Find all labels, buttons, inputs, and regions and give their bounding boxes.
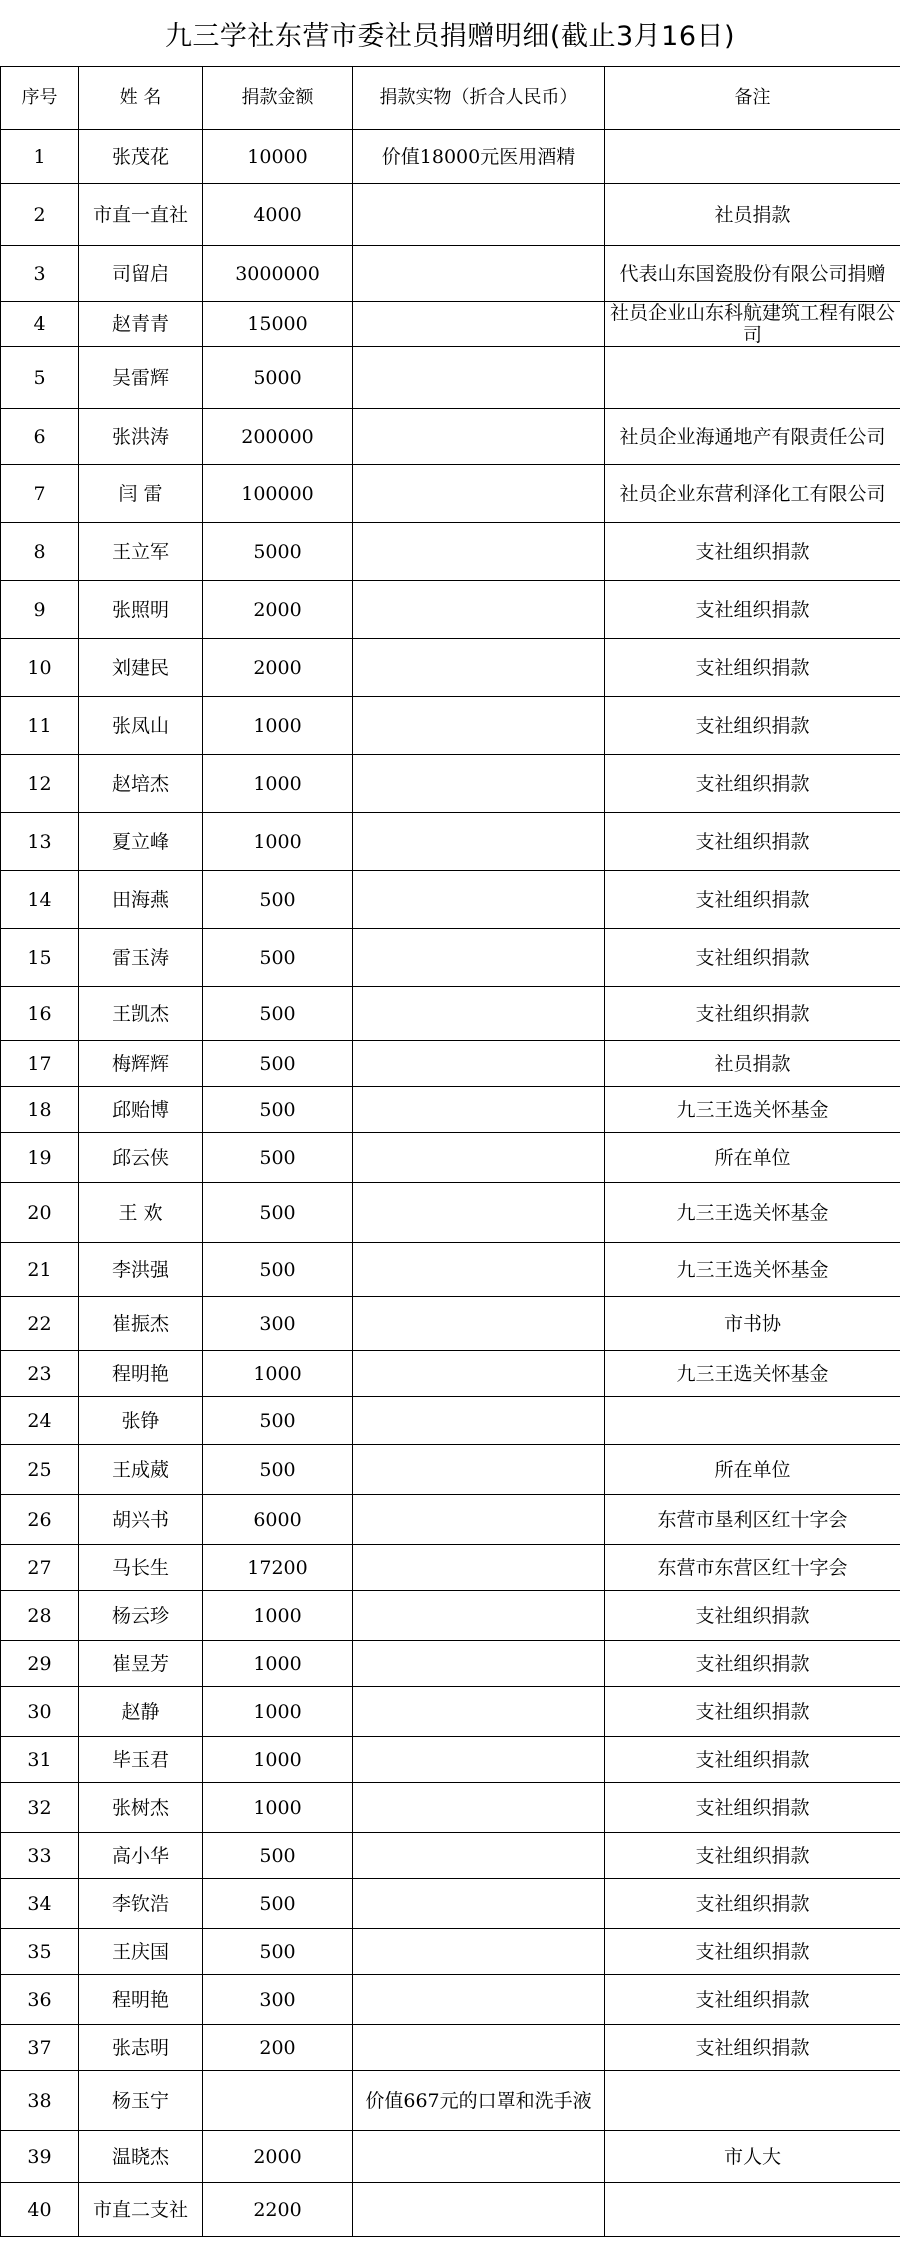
cell-note: 社员捐款 (605, 1041, 900, 1087)
cell-name: 杨云珍 (79, 1591, 203, 1641)
cell-name: 温晓杰 (79, 2131, 203, 2183)
cell-goods: 价值18000元医用酒精 (353, 130, 605, 184)
cell-amount: 500 (203, 1243, 353, 1297)
cell-goods (353, 1687, 605, 1737)
cell-goods (353, 347, 605, 409)
cell-name: 高小华 (79, 1833, 203, 1879)
table-row (1, 1087, 900, 1133)
cell-name: 张洪涛 (79, 409, 203, 465)
cell-index: 7 (1, 465, 79, 523)
cell-name: 夏立峰 (79, 813, 203, 871)
table-row (1, 523, 900, 581)
cell-note: 东营市垦利区红十字会 (605, 1495, 900, 1545)
cell-goods (353, 1833, 605, 1879)
cell-goods (353, 1641, 605, 1687)
table-row (1, 347, 900, 409)
cell-goods (353, 1397, 605, 1445)
cell-goods (353, 639, 605, 697)
cell-name: 司留启 (79, 246, 203, 302)
cell-amount: 500 (203, 1397, 353, 1445)
table-row (1, 581, 900, 639)
cell-goods (353, 1879, 605, 1929)
cell-note (605, 1397, 900, 1445)
cell-amount: 500 (203, 1087, 353, 1133)
cell-index: 3 (1, 246, 79, 302)
cell-note: 市人大 (605, 2131, 900, 2183)
cell-name: 市直一直社 (79, 184, 203, 246)
cell-note: 支社组织捐款 (605, 1687, 900, 1737)
table-row (1, 465, 900, 523)
cell-name: 杨玉宁 (79, 2071, 203, 2131)
table-row (1, 1783, 900, 1833)
cell-index: 20 (1, 1183, 79, 1243)
cell-goods (353, 465, 605, 523)
cell-index: 24 (1, 1397, 79, 1445)
cell-amount: 500 (203, 1133, 353, 1183)
cell-name: 张凤山 (79, 697, 203, 755)
cell-goods (353, 1297, 605, 1351)
cell-amount: 1000 (203, 1641, 353, 1687)
table-row (1, 409, 900, 465)
cell-goods (353, 929, 605, 987)
donation-table (0, 66, 900, 2237)
cell-index: 4 (1, 302, 79, 347)
cell-index: 26 (1, 1495, 79, 1545)
cell-amount (203, 2071, 353, 2131)
cell-amount: 500 (203, 1879, 353, 1929)
cell-amount: 500 (203, 1445, 353, 1495)
header-note: 备注 (605, 67, 900, 130)
table-row (1, 2183, 900, 2237)
cell-amount: 2000 (203, 581, 353, 639)
cell-name: 崔昱芳 (79, 1641, 203, 1687)
cell-goods (353, 1041, 605, 1087)
cell-note: 支社组织捐款 (605, 1929, 900, 1975)
cell-name: 田海燕 (79, 871, 203, 929)
table-row (1, 1297, 900, 1351)
cell-index: 38 (1, 2071, 79, 2131)
cell-name: 王庆国 (79, 1929, 203, 1975)
cell-note: 支社组织捐款 (605, 929, 900, 987)
cell-note: 支社组织捐款 (605, 523, 900, 581)
cell-note: 支社组织捐款 (605, 987, 900, 1041)
header-name: 姓 名 (79, 67, 203, 130)
table-row (1, 871, 900, 929)
cell-amount: 1000 (203, 1687, 353, 1737)
cell-amount: 500 (203, 1041, 353, 1087)
cell-amount: 4000 (203, 184, 353, 246)
cell-note: 支社组织捐款 (605, 1591, 900, 1641)
cell-name: 程明艳 (79, 1351, 203, 1397)
cell-name: 刘建民 (79, 639, 203, 697)
cell-goods (353, 813, 605, 871)
table-row (1, 987, 900, 1041)
cell-goods (353, 1445, 605, 1495)
table-row (1, 246, 900, 302)
table-row (1, 2071, 900, 2131)
cell-name: 邱贻博 (79, 1087, 203, 1133)
cell-name: 王 欢 (79, 1183, 203, 1243)
table-row (1, 1833, 900, 1879)
table-header-row (1, 67, 900, 130)
cell-name: 王成葳 (79, 1445, 203, 1495)
cell-index: 30 (1, 1687, 79, 1737)
cell-index: 6 (1, 409, 79, 465)
cell-amount: 2200 (203, 2183, 353, 2237)
cell-name: 张铮 (79, 1397, 203, 1445)
table-row (1, 2131, 900, 2183)
cell-goods (353, 1243, 605, 1297)
cell-index: 12 (1, 755, 79, 813)
header-amount: 捐款金额 (203, 67, 353, 130)
cell-note: 九三王选关怀基金 (605, 1087, 900, 1133)
table-row (1, 2025, 900, 2071)
cell-goods (353, 1545, 605, 1591)
cell-index: 27 (1, 1545, 79, 1591)
table-row (1, 697, 900, 755)
cell-goods (353, 987, 605, 1041)
cell-goods (353, 581, 605, 639)
table-row (1, 1495, 900, 1545)
cell-index: 40 (1, 2183, 79, 2237)
cell-amount: 1000 (203, 755, 353, 813)
cell-goods (353, 246, 605, 302)
cell-name: 崔振杰 (79, 1297, 203, 1351)
cell-note: 支社组织捐款 (605, 2025, 900, 2071)
cell-name: 赵培杰 (79, 755, 203, 813)
table-row (1, 1397, 900, 1445)
cell-note: 支社组织捐款 (605, 1975, 900, 2025)
cell-goods (353, 302, 605, 347)
cell-amount: 500 (203, 1833, 353, 1879)
cell-amount: 500 (203, 1929, 353, 1975)
cell-index: 29 (1, 1641, 79, 1687)
table-row (1, 813, 900, 871)
cell-index: 15 (1, 929, 79, 987)
cell-index: 25 (1, 1445, 79, 1495)
document-title: 九三学社东营市委社员捐赠明细(截止3月16日) (164, 20, 736, 52)
cell-note: 社员企业海通地产有限责任公司 (605, 409, 900, 465)
cell-goods (353, 1351, 605, 1397)
cell-note: 支社组织捐款 (605, 581, 900, 639)
cell-goods (353, 1133, 605, 1183)
cell-amount: 300 (203, 1975, 353, 2025)
cell-goods (353, 1975, 605, 2025)
table-row (1, 1975, 900, 2025)
cell-name: 张树杰 (79, 1783, 203, 1833)
table-row (1, 184, 900, 246)
cell-amount: 2000 (203, 639, 353, 697)
cell-amount: 300 (203, 1297, 353, 1351)
cell-name: 马长生 (79, 1545, 203, 1591)
cell-index: 32 (1, 1783, 79, 1833)
cell-amount: 500 (203, 871, 353, 929)
cell-index: 17 (1, 1041, 79, 1087)
cell-index: 31 (1, 1737, 79, 1783)
table-row (1, 1041, 900, 1087)
cell-goods (353, 1591, 605, 1641)
cell-index: 39 (1, 2131, 79, 2183)
cell-note: 所在单位 (605, 1133, 900, 1183)
cell-amount: 1000 (203, 1591, 353, 1641)
cell-name: 雷玉涛 (79, 929, 203, 987)
cell-name: 吴雷辉 (79, 347, 203, 409)
table-row (1, 1737, 900, 1783)
cell-name: 李钦浩 (79, 1879, 203, 1929)
cell-index: 37 (1, 2025, 79, 2071)
cell-amount: 3000000 (203, 246, 353, 302)
cell-name: 闫 雷 (79, 465, 203, 523)
table-row (1, 929, 900, 987)
cell-goods: 价值667元的口罩和洗手液 (353, 2071, 605, 2131)
cell-index: 18 (1, 1087, 79, 1133)
cell-goods (353, 1495, 605, 1545)
table-row (1, 1445, 900, 1495)
cell-name: 王立军 (79, 523, 203, 581)
cell-index: 10 (1, 639, 79, 697)
cell-note: 支社组织捐款 (605, 1833, 900, 1879)
cell-goods (353, 697, 605, 755)
cell-amount: 5000 (203, 523, 353, 581)
table-row (1, 1133, 900, 1183)
cell-amount: 100000 (203, 465, 353, 523)
cell-name: 胡兴书 (79, 1495, 203, 1545)
table-row (1, 1641, 900, 1687)
cell-note (605, 2071, 900, 2131)
cell-index: 34 (1, 1879, 79, 1929)
cell-note: 社员企业山东科航建筑工程有限公司 (605, 302, 900, 347)
cell-name: 赵静 (79, 1687, 203, 1737)
table-row (1, 1879, 900, 1929)
cell-name: 程明艳 (79, 1975, 203, 2025)
cell-note: 东营市东营区红十字会 (605, 1545, 900, 1591)
table-row (1, 755, 900, 813)
cell-index: 2 (1, 184, 79, 246)
table-row (1, 130, 900, 184)
cell-name: 张茂花 (79, 130, 203, 184)
cell-amount: 6000 (203, 1495, 353, 1545)
cell-name: 张照明 (79, 581, 203, 639)
cell-note (605, 2183, 900, 2237)
cell-name: 市直二支社 (79, 2183, 203, 2237)
table-row (1, 1545, 900, 1591)
cell-index: 14 (1, 871, 79, 929)
cell-note: 代表山东国瓷股份有限公司捐赠 (605, 246, 900, 302)
cell-index: 21 (1, 1243, 79, 1297)
cell-note: 社员捐款 (605, 184, 900, 246)
cell-index: 16 (1, 987, 79, 1041)
cell-amount: 1000 (203, 1737, 353, 1783)
cell-name: 毕玉君 (79, 1737, 203, 1783)
cell-name: 王凯杰 (79, 987, 203, 1041)
cell-amount: 1000 (203, 1351, 353, 1397)
cell-note: 九三王选关怀基金 (605, 1243, 900, 1297)
cell-goods (353, 2025, 605, 2071)
table-row (1, 1351, 900, 1397)
cell-amount: 5000 (203, 347, 353, 409)
cell-note: 社员企业东营利泽化工有限公司 (605, 465, 900, 523)
header-index: 序号 (1, 67, 79, 130)
cell-amount: 17200 (203, 1545, 353, 1591)
cell-goods (353, 871, 605, 929)
cell-note: 市书协 (605, 1297, 900, 1351)
cell-note: 支社组织捐款 (605, 1879, 900, 1929)
cell-note (605, 347, 900, 409)
cell-goods (353, 1929, 605, 1975)
cell-amount: 500 (203, 987, 353, 1041)
cell-amount: 1000 (203, 697, 353, 755)
table-row (1, 1183, 900, 1243)
cell-index: 1 (1, 130, 79, 184)
cell-note: 支社组织捐款 (605, 1641, 900, 1687)
cell-index: 9 (1, 581, 79, 639)
cell-amount: 1000 (203, 813, 353, 871)
table-row (1, 1591, 900, 1641)
cell-goods (353, 409, 605, 465)
cell-amount: 500 (203, 929, 353, 987)
cell-index: 28 (1, 1591, 79, 1641)
cell-goods (353, 1737, 605, 1783)
cell-name: 赵青青 (79, 302, 203, 347)
header-goods: 捐款实物（折合人民币） (353, 67, 605, 130)
cell-note: 支社组织捐款 (605, 639, 900, 697)
cell-note: 九三王选关怀基金 (605, 1183, 900, 1243)
cell-amount: 500 (203, 1183, 353, 1243)
table-row (1, 302, 900, 347)
cell-note: 支社组织捐款 (605, 813, 900, 871)
cell-note: 支社组织捐款 (605, 697, 900, 755)
cell-amount: 200 (203, 2025, 353, 2071)
cell-amount: 2000 (203, 2131, 353, 2183)
cell-name: 梅辉辉 (79, 1041, 203, 1087)
cell-goods (353, 2183, 605, 2237)
cell-index: 8 (1, 523, 79, 581)
cell-note: 支社组织捐款 (605, 871, 900, 929)
cell-index: 13 (1, 813, 79, 871)
cell-name: 张志明 (79, 2025, 203, 2071)
cell-index: 23 (1, 1351, 79, 1397)
cell-index: 36 (1, 1975, 79, 2025)
cell-goods (353, 1183, 605, 1243)
cell-goods (353, 184, 605, 246)
table-row (1, 1929, 900, 1975)
cell-amount: 200000 (203, 409, 353, 465)
table-row (1, 1243, 900, 1297)
table-row (1, 639, 900, 697)
cell-note: 九三王选关怀基金 (605, 1351, 900, 1397)
cell-goods (353, 1783, 605, 1833)
cell-goods (353, 523, 605, 581)
cell-name: 李洪强 (79, 1243, 203, 1297)
cell-goods (353, 755, 605, 813)
cell-note: 支社组织捐款 (605, 1737, 900, 1783)
cell-amount: 10000 (203, 130, 353, 184)
cell-amount: 1000 (203, 1783, 353, 1833)
cell-note: 所在单位 (605, 1445, 900, 1495)
cell-note (605, 130, 900, 184)
cell-index: 22 (1, 1297, 79, 1351)
table-row (1, 1687, 900, 1737)
cell-index: 19 (1, 1133, 79, 1183)
cell-amount: 15000 (203, 302, 353, 347)
cell-index: 5 (1, 347, 79, 409)
cell-goods (353, 1087, 605, 1133)
cell-index: 11 (1, 697, 79, 755)
cell-note: 支社组织捐款 (605, 755, 900, 813)
cell-index: 33 (1, 1833, 79, 1879)
cell-note: 支社组织捐款 (605, 1783, 900, 1833)
cell-name: 邱云侠 (79, 1133, 203, 1183)
cell-index: 35 (1, 1929, 79, 1975)
cell-goods (353, 2131, 605, 2183)
